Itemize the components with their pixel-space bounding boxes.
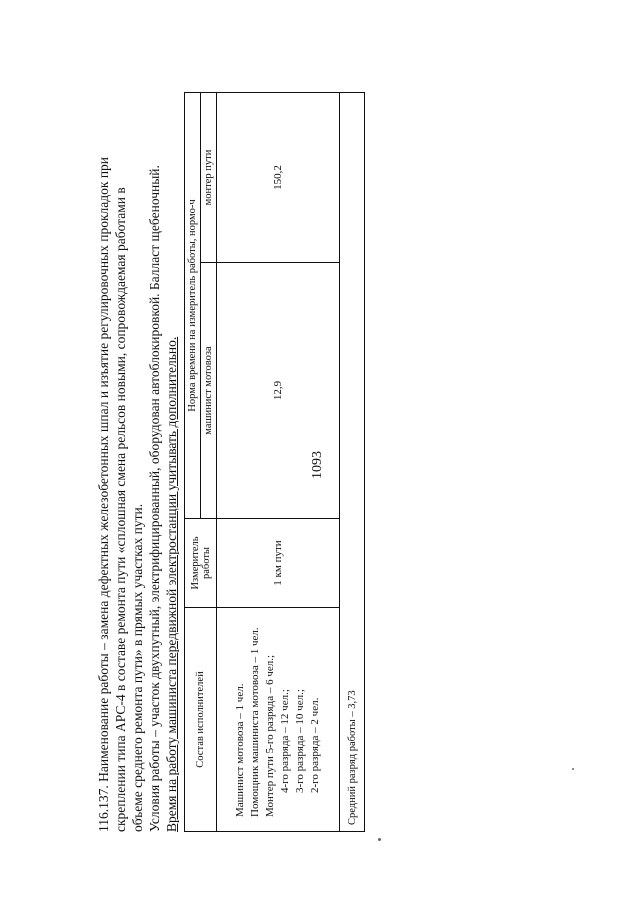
additional-time-note: Время на работу машиниста передвижной электростанции учитывать дополнительно. [164,336,179,832]
subheader-track-worker: монтер пути [201,93,217,263]
work-conditions: Условия работы – участок двухпутный, электрифицированный, оборудован автоблокировкой. Балласт щебеночный. [147,165,162,832]
table-header-row [185,93,201,832]
description-line-2: скреплении типа АРС-4 в составе ремонта пути «сплошная смена рельсов новыми, сопровождаемая работами в [113,187,128,832]
page-number: 1093 [310,451,325,479]
crew-item: Монтер пути 5-го разряда – 6 чел.; [264,654,276,817]
subheader-driver: машинист мотовоза [201,263,217,519]
crew-list [217,608,340,832]
crew-item: Помощник машиниста мотовоза – 1 чел. [249,627,261,817]
header-composition: Состав исполнителей [185,608,217,832]
crew-item: Машинист мотовоза – 1 чел. [234,683,246,817]
work-description [95,92,180,832]
header-norm: Норма времени на измеритель работы, нормо-ч [185,93,201,519]
table-row [340,93,365,832]
description-line-3: объеме среднего ремонта пути» в прямых участках пути. [130,503,145,832]
driver-norm-value: 12,9 [217,263,340,519]
table-row [217,93,340,832]
crew-item: 2-го разряда – 2 чел. [309,697,321,793]
rotated-content [95,92,358,832]
scan-speck [378,838,381,841]
crew-item: 3-го разряда – 10 чел.; [294,689,306,793]
time-norms-table [184,92,365,832]
crew-item: 4-го разряда – 12 чел.; [279,689,291,793]
description-line-1: 116.137. Наименование работы – замена дефектных железобетонных шпал и изъятие регулировочных прокладок при [96,156,111,832]
average-grade: Средний разряд работы – 3,73 [340,93,365,832]
header-unit: Измеритель работы [185,519,217,608]
scan-speck [572,768,574,770]
unit-value: 1 км пути [217,519,340,608]
track-worker-norm-value: 150,2 [217,93,340,263]
